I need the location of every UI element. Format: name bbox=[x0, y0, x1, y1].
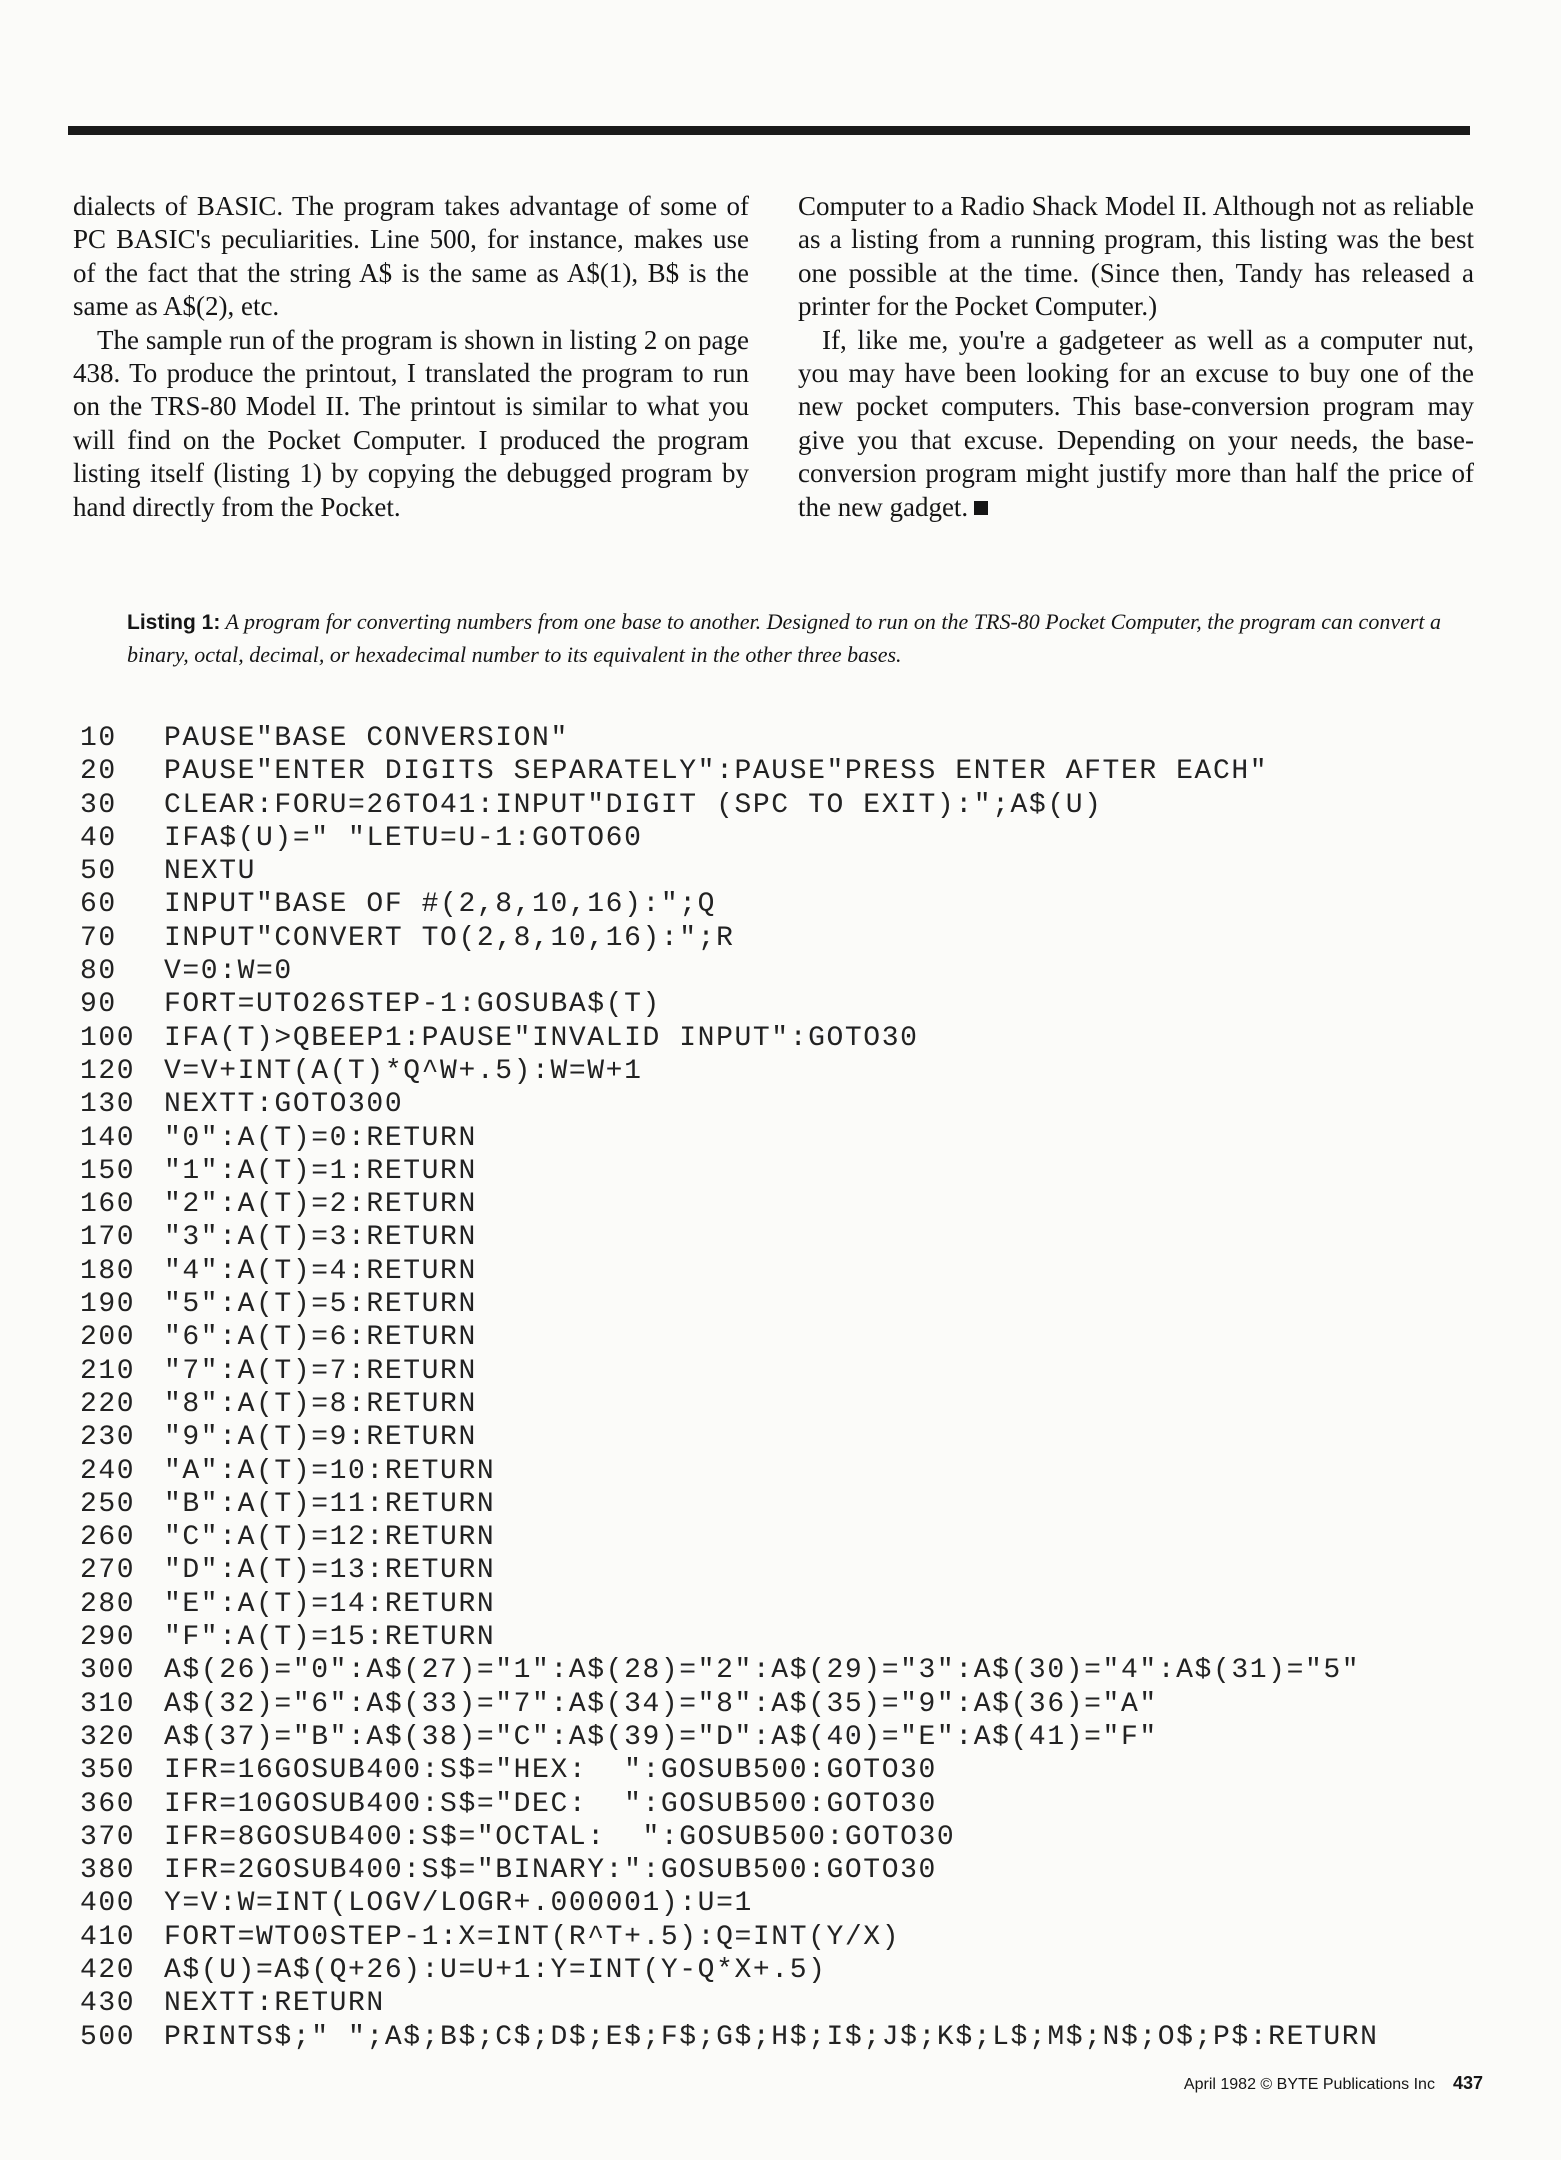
line-number: 250 bbox=[80, 1488, 136, 1520]
code-line bbox=[80, 722, 1480, 755]
caption-label: Listing 1: bbox=[127, 611, 221, 634]
code-text: "2":A(T)=2:RETURN bbox=[164, 1189, 477, 1221]
code-line bbox=[80, 1854, 1480, 1887]
code-text: "D":A(T)=13:RETURN bbox=[164, 1555, 496, 1587]
code-line bbox=[80, 1155, 1480, 1188]
line-number: 260 bbox=[80, 1522, 136, 1554]
code-text: "4":A(T)=4:RETURN bbox=[164, 1255, 477, 1287]
line-number: 430 bbox=[80, 1988, 136, 2020]
code-text: A$(37)="B":A$(38)="C":A$(39)="D":A$(40)="E":A$(41)="F" bbox=[164, 1721, 1158, 1753]
line-number: 500 bbox=[80, 2021, 136, 2053]
code-line bbox=[80, 1255, 1480, 1288]
line-number: 160 bbox=[80, 1189, 136, 1221]
listing-caption bbox=[127, 606, 1469, 671]
code-line bbox=[80, 1455, 1480, 1488]
code-text: "1":A(T)=1:RETURN bbox=[164, 1155, 477, 1187]
code-text: "5":A(T)=5:RETURN bbox=[164, 1289, 477, 1321]
line-number: 120 bbox=[80, 1055, 136, 1087]
code-line bbox=[80, 1521, 1480, 1554]
code-line bbox=[80, 755, 1480, 788]
code-text: IFR=10GOSUB400:S$="DEC: ":GOSUB500:GOTO30 bbox=[164, 1788, 937, 1820]
code-line bbox=[80, 1954, 1480, 1987]
code-line bbox=[80, 1288, 1480, 1321]
code-line bbox=[80, 1921, 1480, 1954]
code-line bbox=[80, 1122, 1480, 1155]
code-line bbox=[80, 922, 1480, 955]
line-number: 20 bbox=[80, 756, 117, 788]
code-listing bbox=[80, 722, 1480, 2054]
paragraph: Computer to a Radio Shack Model II. Although not as reliable as a listing from a running program, this listing was the best one possible at the time. (Since then, Tandy has released a printer for the Pocket Computer.) bbox=[798, 191, 1474, 322]
code-text: A$(32)="6":A$(33)="7":A$(34)="8":A$(35)="9":A$(36)="A" bbox=[164, 1688, 1158, 1720]
code-line bbox=[80, 1055, 1480, 1088]
line-number: 40 bbox=[80, 822, 117, 854]
code-text: CLEAR:FORU=26TO41:INPUT"DIGIT (SPC TO EXIT):";A$(U) bbox=[164, 789, 1103, 821]
line-number: 310 bbox=[80, 1688, 136, 1720]
code-line bbox=[80, 822, 1480, 855]
code-text: "C":A(T)=12:RETURN bbox=[164, 1522, 496, 1554]
code-text: INPUT"CONVERT TO(2,8,10,16):";R bbox=[164, 922, 735, 954]
code-line bbox=[80, 1754, 1480, 1787]
code-line bbox=[80, 955, 1480, 988]
line-number: 30 bbox=[80, 789, 117, 821]
code-line bbox=[80, 1188, 1480, 1221]
code-text: FORT=WTO0STEP-1:X=INT(R^T+.5):Q=INT(Y/X) bbox=[164, 1921, 901, 1953]
code-text: NEXTT:RETURN bbox=[164, 1988, 385, 2020]
code-line bbox=[80, 855, 1480, 888]
paragraph bbox=[798, 324, 1474, 524]
code-text: V=0:W=0 bbox=[164, 956, 293, 988]
code-line bbox=[80, 1321, 1480, 1354]
article-column-right bbox=[798, 190, 1474, 524]
code-text: "9":A(T)=9:RETURN bbox=[164, 1422, 477, 1454]
end-of-article-mark bbox=[974, 501, 988, 515]
page-footer bbox=[1184, 2073, 1483, 2094]
code-line bbox=[80, 1821, 1480, 1854]
code-line bbox=[80, 1088, 1480, 1121]
line-number: 240 bbox=[80, 1455, 136, 1487]
line-number: 10 bbox=[80, 723, 117, 754]
code-text: IFA$(U)=" "LETU=U-1:GOTO60 bbox=[164, 822, 643, 854]
line-number: 200 bbox=[80, 1322, 136, 1354]
code-line bbox=[80, 1721, 1480, 1754]
code-line bbox=[80, 1588, 1480, 1621]
code-text: PAUSE"BASE CONVERSION" bbox=[164, 723, 569, 754]
code-line bbox=[80, 1688, 1480, 1721]
header-rule bbox=[68, 126, 1470, 135]
paragraph-text: If, like me, you're a gadgeteer as well as a computer nut, you may have been looking for an excuse to buy one of the new pocket computers. This base-conversion program may give you that excuse. Depending on your needs, the base-conversion program might justify more than half the price of the new gadget. bbox=[798, 324, 1474, 522]
code-line bbox=[80, 988, 1480, 1021]
line-number: 80 bbox=[80, 956, 117, 988]
line-number: 130 bbox=[80, 1089, 136, 1121]
line-number: 230 bbox=[80, 1422, 136, 1454]
line-number: 400 bbox=[80, 1888, 136, 1920]
code-text: INPUT"BASE OF #(2,8,10,16):";Q bbox=[164, 889, 717, 921]
code-line bbox=[80, 789, 1480, 822]
code-line bbox=[80, 1621, 1480, 1654]
line-number: 360 bbox=[80, 1788, 136, 1820]
code-line bbox=[80, 1654, 1480, 1687]
code-text: IFR=2GOSUB400:S$="BINARY:":GOSUB500:GOTO30 bbox=[164, 1855, 937, 1887]
code-text: A$(U)=A$(Q+26):U=U+1:Y=INT(Y-Q*X+.5) bbox=[164, 1954, 827, 1986]
page-number: 437 bbox=[1452, 2073, 1483, 2093]
line-number: 100 bbox=[80, 1022, 136, 1054]
code-line bbox=[80, 1022, 1480, 1055]
line-number: 290 bbox=[80, 1622, 136, 1654]
line-number: 300 bbox=[80, 1655, 136, 1687]
line-number: 280 bbox=[80, 1588, 136, 1620]
code-text: IFR=8GOSUB400:S$="OCTAL: ":GOSUB500:GOTO30 bbox=[164, 1821, 956, 1853]
line-number: 270 bbox=[80, 1555, 136, 1587]
code-line bbox=[80, 1554, 1480, 1587]
code-text: A$(26)="0":A$(27)="1":A$(28)="2":A$(29)="3":A$(30)="4":A$(31)="5" bbox=[164, 1655, 1361, 1687]
code-line bbox=[80, 1488, 1480, 1521]
line-number: 380 bbox=[80, 1855, 136, 1887]
paragraph: The sample run of the program is shown in listing 2 on page 438. To produce the printout, I translated the program to run on the TRS-80 Model II. The printout is similar to what you will find on the Pocket Computer. I produced the program listing itself (listing 1) by copying the debugged program by hand directly from the Pocket. bbox=[73, 324, 749, 522]
code-line bbox=[80, 2021, 1480, 2054]
code-text: NEXTU bbox=[164, 856, 257, 888]
line-number: 150 bbox=[80, 1155, 136, 1187]
code-text: PAUSE"ENTER DIGITS SEPARATELY":PAUSE"PRESS ENTER AFTER EACH" bbox=[164, 756, 1269, 788]
line-number: 320 bbox=[80, 1721, 136, 1753]
code-text: Y=V:W=INT(LOGV/LOGR+.000001):U=1 bbox=[164, 1888, 753, 1920]
footer-credit: April 1982 © BYTE Publications Inc bbox=[1183, 2076, 1435, 2093]
code-line bbox=[80, 1887, 1480, 1920]
code-text: FORT=UTO26STEP-1:GOSUBA$(T) bbox=[164, 989, 661, 1021]
code-text: "3":A(T)=3:RETURN bbox=[164, 1222, 477, 1254]
line-number: 50 bbox=[80, 856, 117, 888]
line-number: 410 bbox=[80, 1921, 136, 1953]
line-number: 210 bbox=[80, 1355, 136, 1387]
code-text: NEXTT:GOTO300 bbox=[164, 1089, 404, 1121]
line-number: 370 bbox=[80, 1821, 136, 1853]
line-number: 180 bbox=[80, 1255, 136, 1287]
line-number: 60 bbox=[80, 889, 117, 921]
line-number: 90 bbox=[80, 989, 117, 1021]
code-text: IFR=16GOSUB400:S$="HEX: ":GOSUB500:GOTO30 bbox=[164, 1755, 937, 1787]
line-number: 70 bbox=[80, 922, 117, 954]
code-line bbox=[80, 1221, 1480, 1254]
line-number: 170 bbox=[80, 1222, 136, 1254]
code-text: "F":A(T)=15:RETURN bbox=[164, 1622, 496, 1654]
line-number: 140 bbox=[80, 1122, 136, 1154]
code-text: V=V+INT(A(T)*Q^W+.5):W=W+1 bbox=[164, 1055, 643, 1087]
code-text: "8":A(T)=8:RETURN bbox=[164, 1388, 477, 1420]
code-text: PRINTS$;" ";A$;B$;C$;D$;E$;F$;G$;H$;I$;J$;K$;L$;M$;N$;O$;P$:RETURN bbox=[164, 2021, 1379, 2053]
code-text: "6":A(T)=6:RETURN bbox=[164, 1322, 477, 1354]
code-line bbox=[80, 1987, 1480, 2020]
code-line bbox=[80, 888, 1480, 921]
code-line bbox=[80, 1355, 1480, 1388]
line-number: 220 bbox=[80, 1388, 136, 1420]
caption-text: A program for converting numbers from one base to another. Designed to run on the TRS-80 Pocket Computer, the program can convert a binary, octal, decimal, or hexadecimal number to its equivalent in the other three bases. bbox=[127, 609, 1442, 667]
code-line bbox=[80, 1788, 1480, 1821]
code-line bbox=[80, 1421, 1480, 1454]
code-text: "0":A(T)=0:RETURN bbox=[164, 1122, 477, 1154]
code-text: "A":A(T)=10:RETURN bbox=[164, 1455, 496, 1487]
paragraph: dialects of BASIC. The program takes advantage of some of PC BASIC's peculiarities. Line 500, for instance, makes use of the fact that the string A$ is the same as A$(1), B$ is the same as A$(2), etc. bbox=[73, 191, 749, 322]
code-text: "7":A(T)=7:RETURN bbox=[164, 1355, 477, 1387]
code-line bbox=[80, 1388, 1480, 1421]
article-column-left bbox=[73, 190, 749, 524]
code-text: "B":A(T)=11:RETURN bbox=[164, 1488, 496, 1520]
code-text: "E":A(T)=14:RETURN bbox=[164, 1588, 496, 1620]
line-number: 420 bbox=[80, 1954, 136, 1986]
code-text: IFA(T)>QBEEP1:PAUSE"INVALID INPUT":GOTO30 bbox=[164, 1022, 919, 1054]
line-number: 350 bbox=[80, 1755, 136, 1787]
line-number: 190 bbox=[80, 1289, 136, 1321]
